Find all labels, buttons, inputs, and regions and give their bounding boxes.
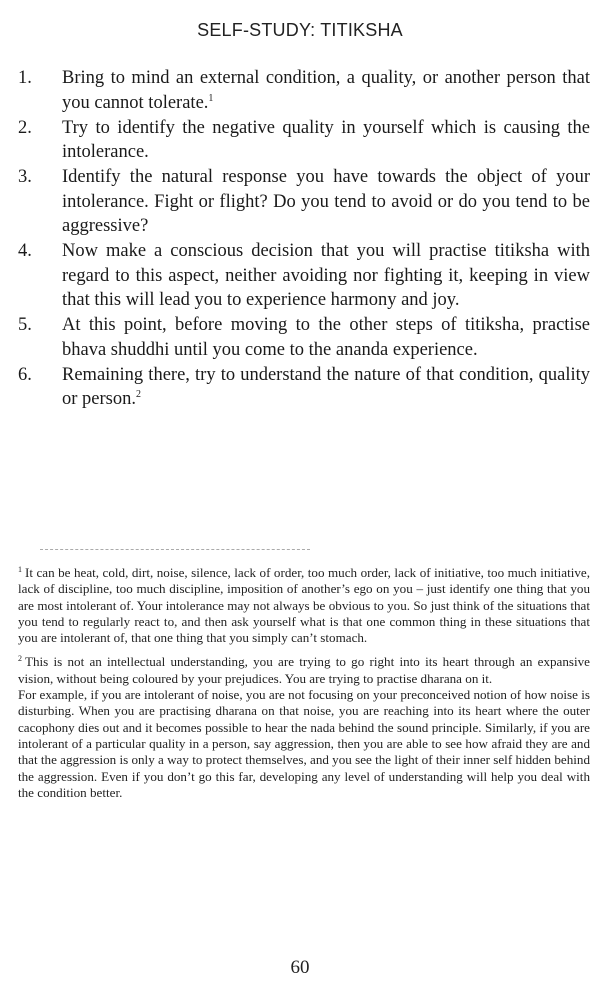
step-number: 3. xyxy=(18,167,32,187)
footnote-paragraph xyxy=(18,654,590,687)
footnote-paragraph xyxy=(18,687,590,801)
step-number: 1. xyxy=(18,68,32,88)
footnote-ref: 1 xyxy=(208,92,214,104)
step-item xyxy=(18,313,590,362)
step-text: Identify the natural response you have towards the object of your intolerance. Fight or flight? Do you tend to avoid or do you tend to be aggressive? xyxy=(62,167,590,236)
step-number: 6. xyxy=(18,364,32,385)
page-heading: SELF-STUDY: TITIKSHA xyxy=(197,20,403,40)
step-text: Remaining there, try to understand the nature of that condition, quality or person. xyxy=(62,364,590,409)
footnote-mark: 2 xyxy=(18,654,22,664)
step-item xyxy=(18,165,590,239)
footnote-1 xyxy=(18,565,590,646)
step-text: At this point, before moving to the other steps of titiksha, practise bhava shuddhi until you come to the ananda experience. xyxy=(62,315,590,360)
step-item xyxy=(18,363,590,412)
step-item xyxy=(18,116,590,165)
step-number: 4. xyxy=(18,241,32,261)
page-number: 60 xyxy=(290,957,310,978)
step-number: 5. xyxy=(18,315,32,335)
footnote-paragraph xyxy=(18,565,590,646)
steps-list xyxy=(18,66,590,412)
step-item xyxy=(18,66,590,115)
footnote-ref: 2 xyxy=(135,388,141,400)
footnote-mark: 1 xyxy=(18,564,22,574)
step-number: 2. xyxy=(18,117,32,138)
footnote-text: For example, if you are intolerant of noise, you are not focusing on your preconceived notion of how noise is disturbing. When you are practising dharana on that noise, you are reaching into its heart where the outer cacophony dies out and it becomes possible to hear the nada behind the sound principle. Similarly, if you are intolerant of a particular quality in a person, say aggression, then you are able to see how afraid they are and that the aggression is only a way to protect themselves, and you see the light of their inner self hidden behind the aggression. Even if you don’t go this far, developing any level of understanding will help you deal with the condition better. xyxy=(18,687,590,800)
step-item xyxy=(18,239,590,313)
footnote-2 xyxy=(18,654,590,801)
step-text: Now make a conscious decision that you will practise titiksha with regard to this aspect, neither avoiding nor fighting it, keeping in view that this will lead you to experience harmony and joy. xyxy=(62,241,590,310)
step-text: Bring to mind an external condition, a quality, or another person that you cannot tolerate. xyxy=(62,68,590,113)
footnote-text: It can be heat, cold, dirt, noise, silence, lack of order, too much order, lack of initiative, too much initiative, lack of discipline, too much discipline, imposition of another’s ego on you – just identify one thing that you are most intolerant of. Your intolerance may not always be obvious to you. So just think of the situations that you tend to regularly react to, and then ask yourself what is that one common thing in these situations that you are intolerant of, that one thing that you simply can’t stomach. xyxy=(18,565,590,646)
footnote-text: This is not an intellectual understanding, you are trying to go right into its heart through an expansive vision, without being coloured by your prejudices. You are trying to practise dharana on it. xyxy=(18,654,590,686)
footnotes xyxy=(18,565,590,809)
step-text: Try to identify the negative quality in yourself which is causing the intolerance. xyxy=(62,117,590,162)
footnote-divider xyxy=(40,549,310,550)
